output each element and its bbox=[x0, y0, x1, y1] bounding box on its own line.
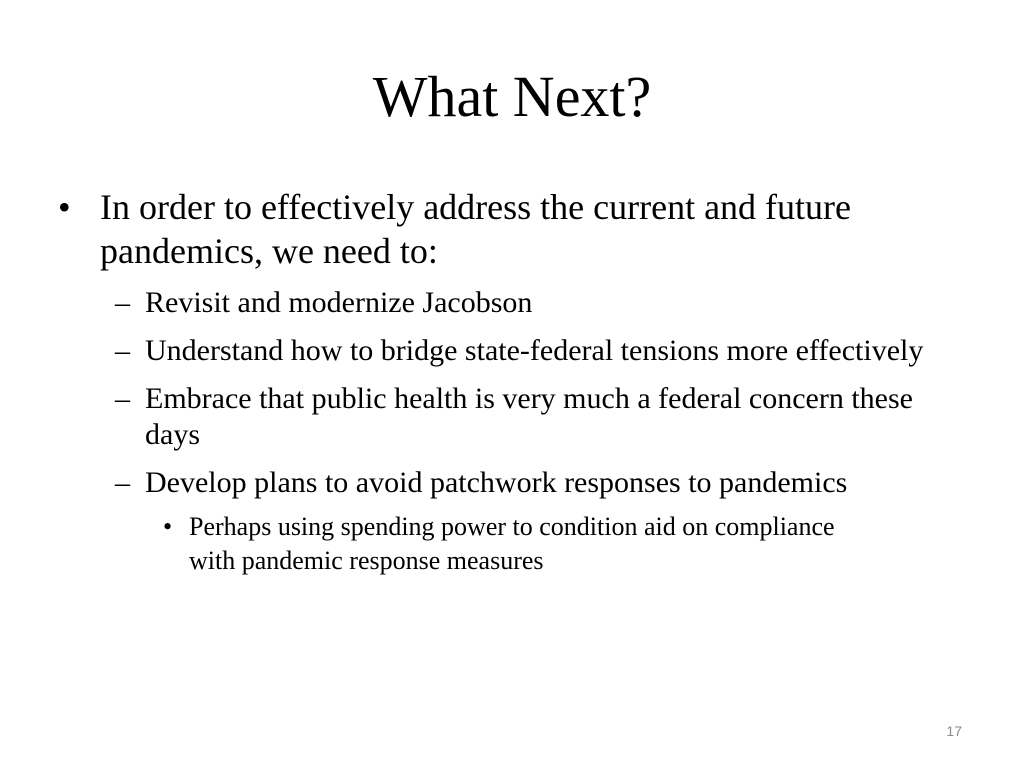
bullet-icon: • bbox=[163, 512, 173, 541]
sub-bullet-text: Embrace that public health is very much a federal concern these days bbox=[145, 382, 913, 451]
sub-bullet-item bbox=[115, 285, 954, 321]
slide-body bbox=[0, 185, 1024, 578]
dash-icon: – bbox=[115, 382, 130, 415]
sub-bullet-item bbox=[115, 381, 954, 453]
sub-bullet-item bbox=[115, 333, 954, 369]
sub-sub-bullet-text: Perhaps using spending power to condition aid on compliance with pandemic response measures bbox=[189, 512, 835, 575]
slide-title: What Next? bbox=[372, 64, 652, 129]
dash-icon: – bbox=[115, 466, 130, 499]
page-number: 17 bbox=[946, 723, 962, 739]
bullet-text: In order to effectively address the current and future pandemics, we need to: bbox=[100, 187, 852, 271]
bullet-item bbox=[58, 185, 914, 273]
sub-bullet-text: Develop plans to avoid patchwork responses to pandemics bbox=[145, 466, 848, 499]
sub-bullet-text: Revisit and modernize Jacobson bbox=[145, 286, 533, 319]
sub-bullet-item bbox=[115, 465, 954, 501]
bullet-icon: • bbox=[58, 187, 71, 227]
sub-sub-bullet-item bbox=[163, 510, 844, 578]
sub-bullet-text: Understand how to bridge state-federal tensions more effectively bbox=[145, 334, 924, 367]
dash-icon: – bbox=[115, 334, 130, 367]
dash-icon: – bbox=[115, 286, 130, 319]
